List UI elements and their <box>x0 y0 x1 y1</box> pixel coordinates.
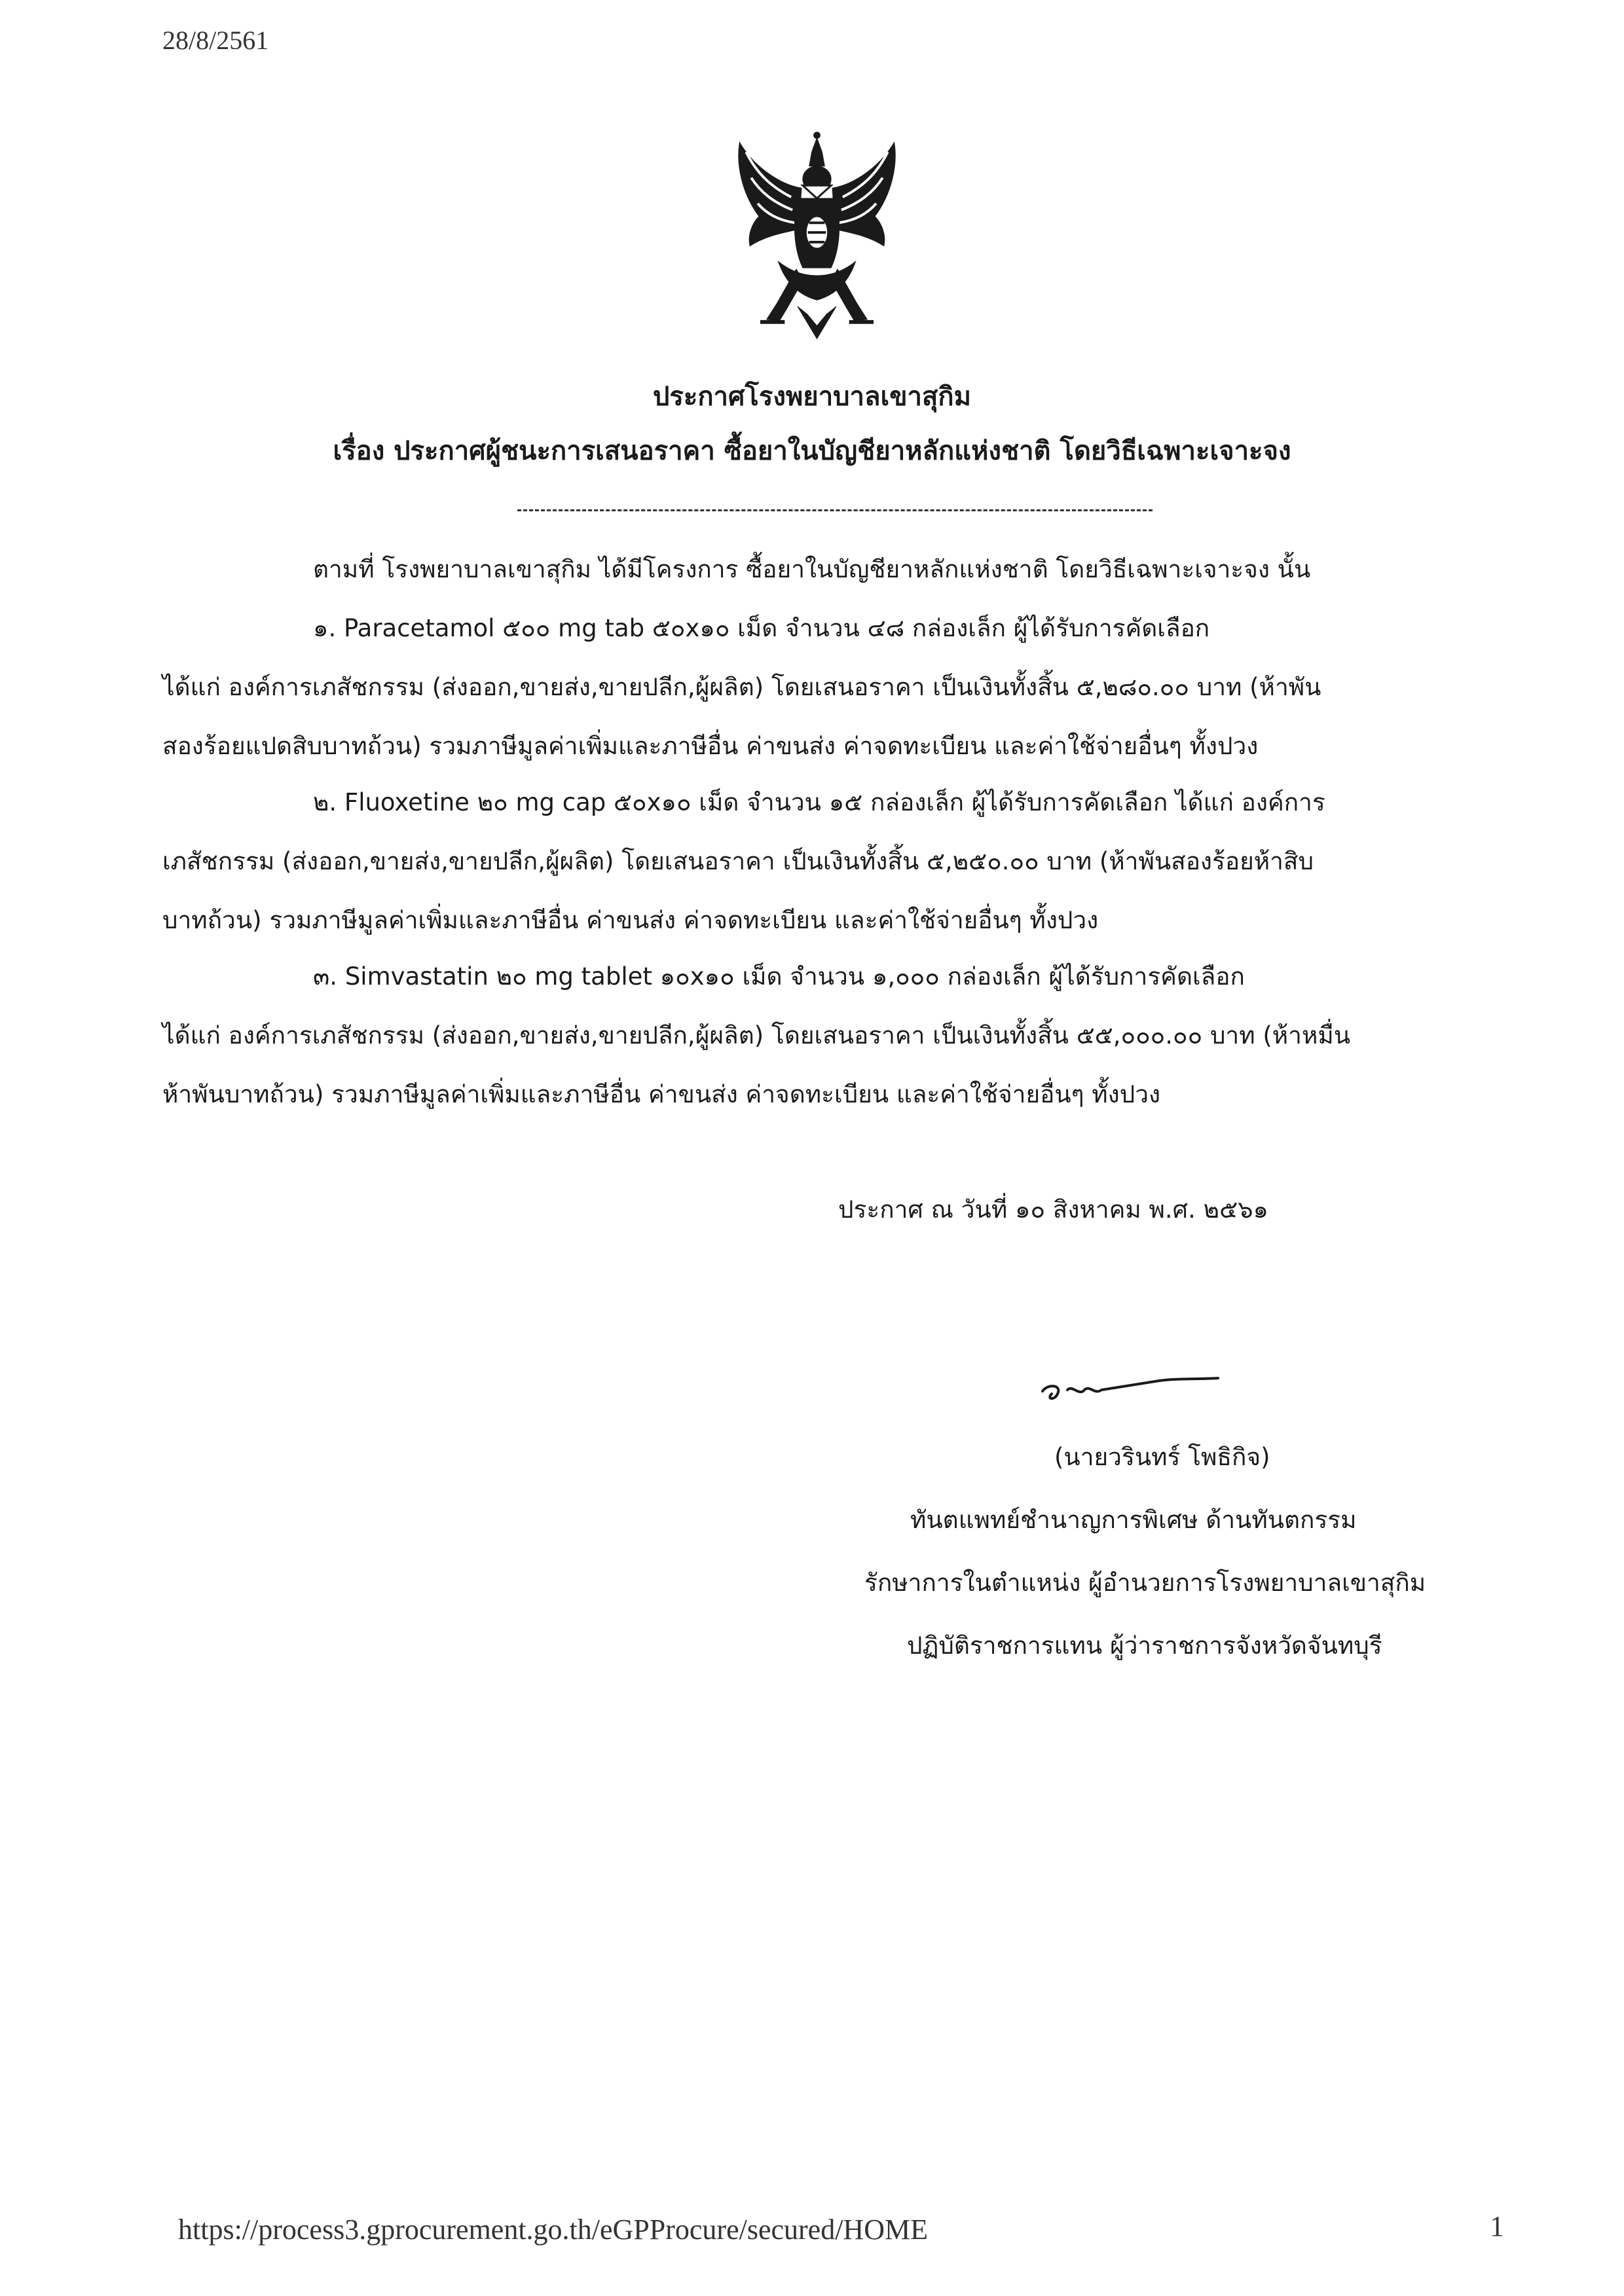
document-subject: เรื่อง ประกาศผู้ชนะการเสนอราคา ซื้อยาในบัญชียาหลักแห่งชาติ โดยวิธีเฉพาะเจาะจง <box>333 436 1291 466</box>
signatory-position-2: รักษาการในตำแหน่ง ผู้อำนวยการโรงพยาบาลเขาสุกิม <box>864 1569 1426 1597</box>
signatory-name: (นายวรินทร์ โพธิกิจ) <box>1054 1443 1270 1471</box>
signatory-position-3: ปฏิบัติราชการแทน ผู้ว่าราชการจังหวัดจันทบุรี <box>907 1631 1382 1660</box>
item-1-line-3: สองร้อยแปดสิบบาทถ้วน) รวมภาษีมูลค่าเพิ่มและภาษีอื่น ค่าขนส่ง ค่าจดทะเบียน และค่าใช้จ่ายอื่นๆ ทั้งปวง <box>162 732 1259 760</box>
item-2-line-1: ๒. Fluoxetine ๒๐ mg cap ๕๐x๑๐ เม็ด จำนวน ๑๕ กล่องเล็ก ผู้ได้รับการคัดเลือก ได้แก่ องค์การ <box>313 788 1325 816</box>
handwritten-signature <box>1022 1365 1244 1411</box>
item-1-line-1: ๑. Paracetamol ๕๐๐ mg tab ๕๐x๑๐ เม็ด จำนวน ๔๘ กล่องเล็ก ผู้ได้รับการคัดเลือก <box>313 614 1210 642</box>
item-3-line-1: ๓. Simvastatin ๒๐ mg tablet ๑๐x๑๐ เม็ด จำนวน ๑,๐๐๐ กล่องเล็ก ผู้ได้รับการคัดเลือก <box>313 962 1245 991</box>
item-1-line-2: ได้แก่ องค์การเภสัชกรรม (ส่งออก,ขายส่ง,ขายปลีก,ผู้ผลิต) โดยเสนอราคา เป็นเงินทั้งสิ้น ๕,๒๘๐.๐๐ บาท (ห้าพัน <box>162 673 1321 701</box>
source-url: https://process3.gprocurement.go.th/eGPProcure/secured/HOME <box>178 2214 928 2246</box>
item-3-line-2: ได้แก่ องค์การเภสัชกรรม (ส่งออก,ขายส่ง,ขายปลีก,ผู้ผลิต) โดยเสนอราคา เป็นเงินทั้งสิ้น ๕๕,๐๐๐.๐๐ บาท (ห้าหมื่น <box>162 1021 1351 1049</box>
intro-paragraph: ตามที่ โรงพยาบาลเขาสุกิม ได้มีโครงการ ซื้อยาในบัญชียาหลักแห่งชาติ โดยวิธีเฉพาะเจาะจง นั้น <box>313 555 1311 583</box>
garuda-seal-icon <box>720 124 913 347</box>
item-3-line-3: ห้าพันบาทถ้วน) รวมภาษีมูลค่าเพิ่มและภาษีอื่น ค่าขนส่ง ค่าจดทะเบียน และค่าใช้จ่ายอื่นๆ ทั้งปวง <box>162 1080 1161 1108</box>
item-2-line-2: เภสัชกรรม (ส่งออก,ขายส่ง,ขายปลีก,ผู้ผลิต) โดยเสนอราคา เป็นเงินทั้งสิ้น ๕,๒๕๐.๐๐ บาท (ห้าพันสองร้อยห้าสิบ <box>162 847 1314 875</box>
document-title: ประกาศโรงพยาบาลเขาสุกิม <box>652 382 972 412</box>
item-2-line-3: บาทถ้วน) รวมภาษีมูลค่าเพิ่มและภาษีอื่น ค่าขนส่ง ค่าจดทะเบียน และค่าใช้จ่ายอื่นๆ ทั้งปวง <box>162 906 1099 934</box>
signatory-position-1: ทันตแพทย์ชำนาญการพิเศษ ด้านทันตกรรม <box>910 1506 1357 1534</box>
page-number: 1 <box>1490 2210 1504 2242</box>
title-divider <box>517 509 1153 511</box>
announcement-date: ประกาศ ณ วันที่ ๑๐ สิงหาคม พ.ศ. ๒๕๖๑ <box>838 1195 1269 1224</box>
print-date: 28/8/2561 <box>162 26 269 55</box>
